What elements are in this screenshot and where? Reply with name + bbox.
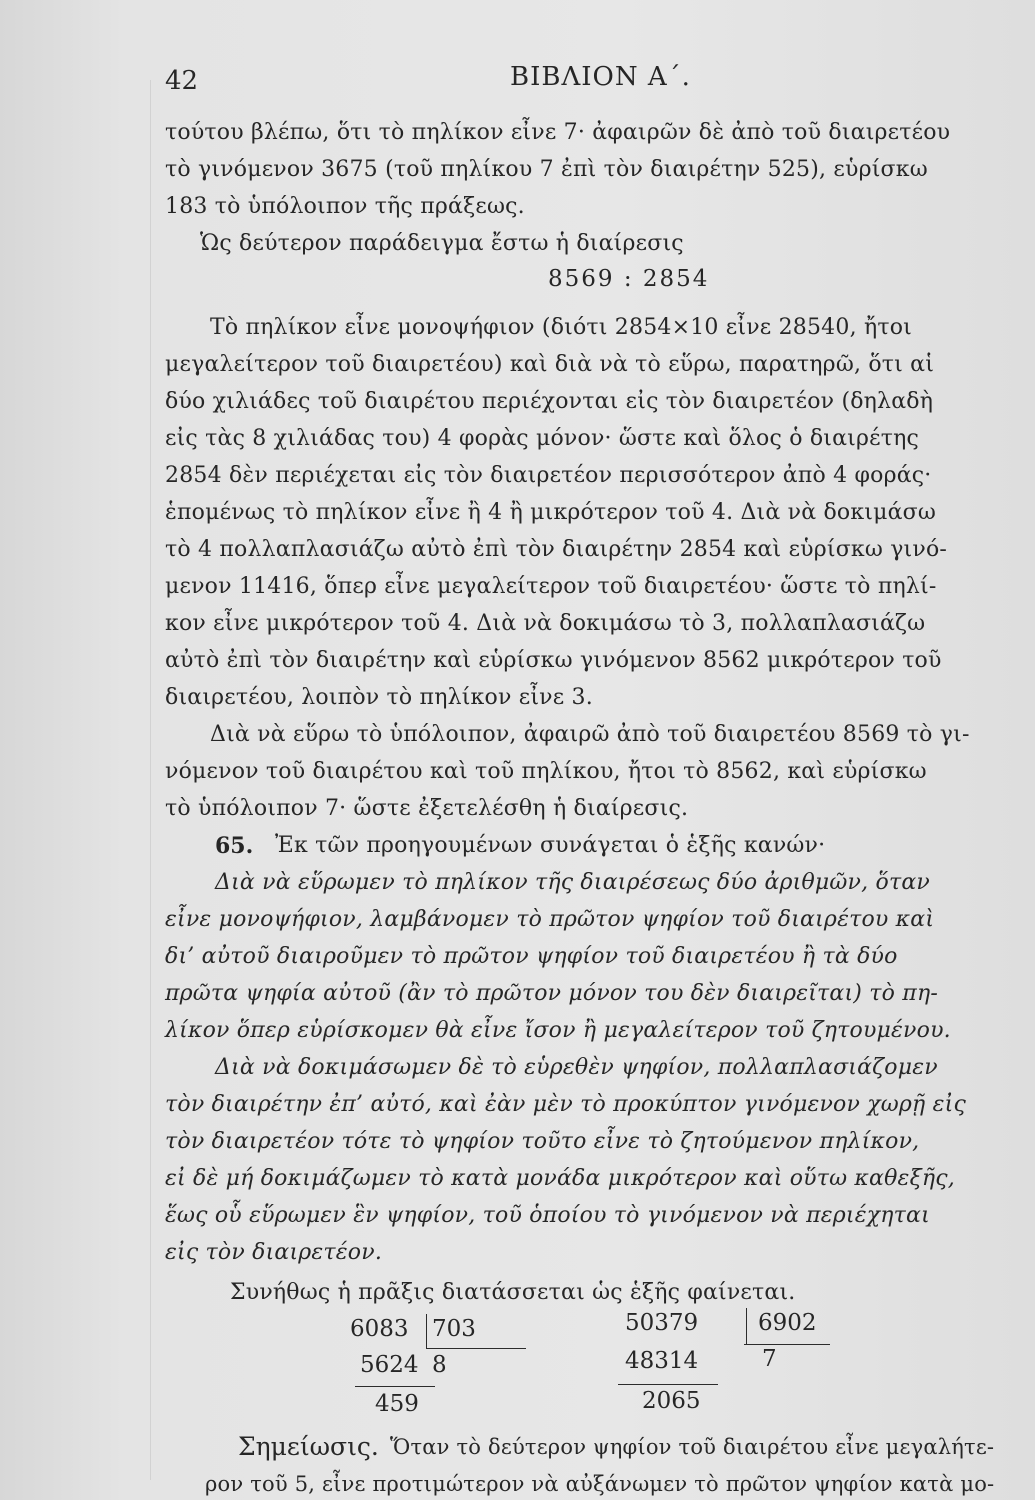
rule-line: λίκον ὅπερ εὑρίσκομεν θὰ εἶνε ἴσον ἢ μεγαλείτερον τοῦ ζητουμένου.: [165, 1018, 951, 1043]
quotient: 7: [762, 1346, 777, 1372]
rule-line: τὸν διαιρέτην ἐπ’ αὐτό, καὶ ἐὰν μὲν τὸ προκύπτον γινόμενον χωρῇ εἰς: [165, 1092, 966, 1117]
note-text: ρον τοῦ 5, εἶνε προτιμώτερον νὰ αὐξάνωμεν τὸ πρῶτον ψηφίον κατὰ μο-: [205, 1472, 995, 1496]
text-line: Διὰ νὰ εὕρω τὸ ὑπόλοιπον, ἀφαιρῶ ἀπὸ τοῦ διαιρετέου 8569 τὸ γι-: [210, 722, 970, 747]
text-line: τούτου βλέπω, ὅτι τὸ πηλίκον εἶνε 7· ἀφαιρῶν δὲ ἀπὸ τοῦ διαιρετέου: [165, 120, 951, 145]
text-line: 183 τὸ ὑπόλοιπον τῆς πράξεως.: [165, 194, 525, 219]
text-line: κον εἶνε μικρότερον τοῦ 4. Διὰ νὰ δοκιμάσω τὸ 3, πολλαπλασιάζω: [165, 611, 926, 636]
page-shadow-line: [150, 80, 151, 1480]
section-intro: Ἐκ τῶν προηγουμένων συνάγεται ὁ ἑξῆς κανών·: [275, 833, 826, 858]
rule-line: εἰ δὲ μή δοκιμάζωμεν τὸ κατὰ μονάδα μικρότερον καὶ οὕτω καθεξῆς,: [165, 1166, 955, 1191]
remainder: 2065: [642, 1388, 701, 1414]
quotient-rule: [744, 1344, 830, 1345]
text-line: Τὸ πηλίκον εἶνε μονοψήφιον (διότι 2854×10 εἶνε 28540, ἤτοι: [210, 315, 912, 340]
quotient-rule: [426, 1348, 526, 1349]
rule-line: ἕως οὗ εὕρωμεν ἓν ψηφίον, τοῦ ὁποίου τὸ γινόμενον νὰ περιέχηται: [165, 1203, 930, 1228]
text-line: μενον 11416, ὅπερ εἶνε μεγαλείτερον τοῦ διαιρετέου· ὥστε τὸ πηλί-: [165, 574, 937, 599]
product: 5624: [360, 1352, 419, 1378]
rule-line: τὸν διαιρετέον τότε τὸ ψηφίον τοῦτο εἶνε τὸ ζητούμενον πηλίκον,: [165, 1129, 920, 1154]
section-number: 65.: [215, 833, 254, 859]
text-line: νόμενον τοῦ διαιρέτου καὶ τοῦ πηλίκου, ἤτοι τὸ 8562, καὶ εὑρίσκω: [165, 759, 927, 784]
note-text: Ὅταν τὸ δεύτερον ψηφίον τοῦ διαιρέτου εἶνε μεγαλήτε-: [390, 1435, 995, 1459]
text-line: μεγαλείτερον τοῦ διαιρετέου) καὶ διὰ νὰ τὸ εὕρω, παρατηρῶ, ὅτι αἱ: [165, 352, 935, 377]
text-line: 2854 δὲν περιέχεται εἰς τὸν διαιρετέον περισσότερον ἀπὸ 4 φοράς·: [165, 463, 932, 488]
rule-line: δι’ αὐτοῦ διαιροῦμεν τὸ πρῶτον ψηφίον τοῦ διαιρετέου ἢ τὰ δύο: [165, 944, 898, 969]
divisor-bar: [746, 1308, 747, 1344]
rule-line: εἰς τὸν διαιρετέον.: [165, 1240, 383, 1265]
subtraction-rule: [355, 1386, 435, 1387]
text-line: δύο χιλιάδες τοῦ διαιρέτου περιέχονται εἰς τὸν διαιρετέον (δηλαδὴ: [165, 389, 934, 414]
rule-line: Διὰ νὰ δοκιμάσωμεν δὲ τὸ εὑρεθὲν ψηφίον, πολλαπλασιάζομεν: [215, 1055, 938, 1080]
text-line: τὸ ὑπόλοιπον 7· ὥστε ἐξετελέσθη ἡ διαίρεσις.: [165, 796, 689, 821]
rule-line: εἶνε μονοψήφιον, λαμβάνομεν τὸ πρῶτον ψηφίον τοῦ διαιρέτου καὶ: [165, 907, 935, 932]
divisor: 6902: [758, 1310, 817, 1336]
rule-line: Διὰ νὰ εὕρωμεν τὸ πηλίκον τῆς διαιρέσεως δύο ἀριθμῶν, ὅταν: [215, 870, 930, 895]
text-line: Συνήθως ἡ πρᾶξις διατάσσεται ὡς ἑξῆς φαίνεται.: [230, 1280, 796, 1305]
rule-line: πρῶτα ψηφία αὐτοῦ (ἂν τὸ πρῶτον μόνον του δὲν διαιρεῖται) τὸ πη-: [165, 981, 938, 1006]
text-line: τὸ γινόμενον 3675 (τοῦ πηλίκου 7 ἐπὶ τὸν διαιρέτην 525), εὑρίσκω: [165, 157, 928, 182]
dividend: 6083: [350, 1316, 409, 1342]
text-line: εἰς τὰς 8 χιλιάδας του) 4 φορὰς μόνον· ὥστε καὶ ὅλος ὁ διαιρέτης: [165, 426, 919, 451]
subtraction-rule: [618, 1384, 718, 1385]
note-label: Σημείωσις.: [238, 1432, 379, 1461]
dividend: 50379: [625, 1310, 699, 1336]
remainder: 459: [375, 1391, 419, 1417]
divisor-bar: [426, 1314, 427, 1348]
text-line: Ὡς δεύτερον παράδειγμα ἔστω ἡ διαίρεσις: [200, 231, 684, 256]
text-line: αὐτὸ ἐπὶ τὸν διαιρέτην καὶ εὑρίσκω γινόμενον 8562 μικρότερον τοῦ: [165, 648, 942, 673]
example-division: 8569 : 2854: [548, 266, 710, 292]
text-line: διαιρετέου, λοιπὸν τὸ πηλίκον εἶνε 3.: [165, 685, 593, 710]
page-number: 42: [165, 66, 199, 96]
running-title: ΒΙΒΛΙΟΝ Α΄.: [510, 62, 691, 92]
text-line: ἑπομένως τὸ πηλίκον εἶνε ἢ 4 ἢ μικρότερον τοῦ 4. Διὰ νὰ δοκιμάσω: [165, 500, 937, 525]
divisor: 703: [432, 1316, 476, 1342]
product: 48314: [625, 1348, 699, 1374]
text-line: τὸ 4 πολλαπλασιάζω αὐτὸ ἐπὶ τὸν διαιρέτην 2854 καὶ εὑρίσκω γινό-: [165, 537, 948, 562]
quotient: 8: [432, 1352, 447, 1378]
